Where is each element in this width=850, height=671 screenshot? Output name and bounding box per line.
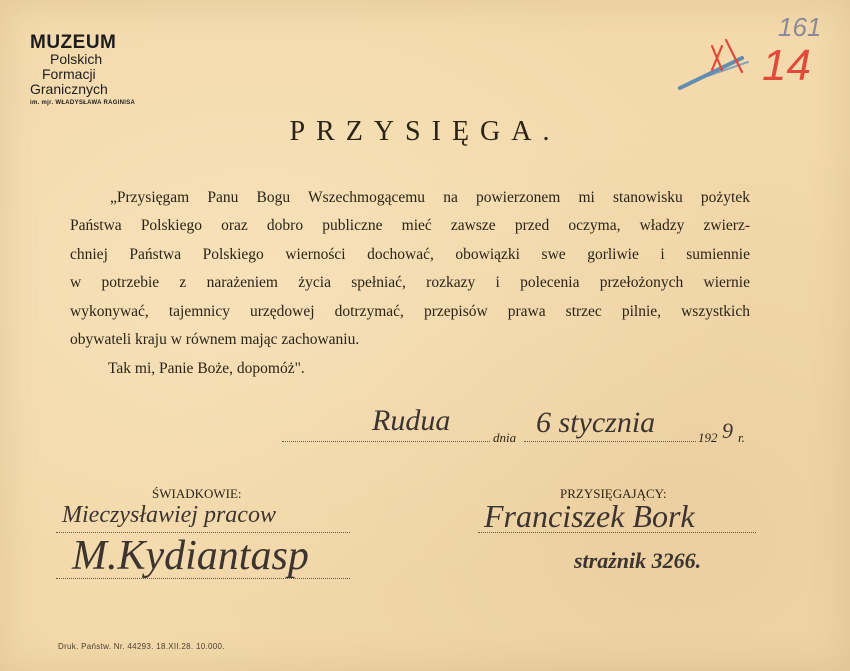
oath-line-2: Państwa Polskiego oraz dobro publiczne mieć zawsze przed oczyma, władzy zwierz- bbox=[70, 217, 750, 235]
witness-signature-1: Mieczysławiej pracow bbox=[62, 502, 276, 528]
handwritten-place: Rudua bbox=[372, 404, 451, 437]
oath-taker-rank: strażnik 3266. bbox=[574, 548, 702, 573]
year-prefix: 192 bbox=[698, 430, 718, 445]
oath-line-4: w potrzebie z narażeniem życia spełniać, rozkazy i polecenia przełożonych wiernie bbox=[70, 274, 750, 292]
pencil-marks bbox=[0, 0, 850, 120]
handwritten-date: 6 stycznia bbox=[536, 406, 656, 439]
logo-line-4: Granicznych bbox=[30, 81, 108, 97]
closing-line: Tak mi, Panie Boże, dopomóż". bbox=[108, 360, 305, 377]
place-dotted-line bbox=[282, 441, 490, 442]
logo-line-2: Polskich bbox=[50, 51, 103, 67]
oath-taker-label: PRZYSIĘGAJĄCY: bbox=[560, 486, 667, 501]
oath-taker-signature: Franciszek Bork bbox=[484, 498, 695, 534]
year-suffix: r. bbox=[738, 430, 745, 445]
dnia-label: dnia bbox=[493, 430, 517, 445]
oath-line-3: chniej Państwa Polskiego wierności dochować, obowiązki swe gorliwie i sumiennie bbox=[70, 245, 750, 263]
red-number: 14 bbox=[762, 41, 811, 90]
oath-line-6: obywateli kraju w równem mając zachowaniu. bbox=[70, 331, 360, 349]
oath-line-1: „Przysięgam Panu Bogu Wszechmogącemu na powierzonem mi stanowisku pożytek bbox=[110, 189, 750, 206]
witnesses-label: ŚWIADKOWIE: bbox=[152, 486, 242, 501]
page-title: PRZYSIĘGA. bbox=[289, 116, 561, 147]
oath-line-5: wykonywać, tajemnicy urzędowej dotrzymać, przepisów prawa strzec pilnie, wszystkich bbox=[70, 302, 750, 320]
date-dotted-line bbox=[524, 441, 696, 442]
logo-title: MUZEUM bbox=[30, 32, 117, 53]
handwritten-year: 9 bbox=[722, 418, 733, 443]
oath-text bbox=[70, 184, 750, 354]
print-footer: Druk. Państw. Nr. 44293. 18.XII.28. 10.000. bbox=[58, 642, 225, 651]
pencil-number-top: 161 bbox=[778, 12, 822, 42]
witness-signature-2: M.Kydiantasp bbox=[72, 533, 309, 579]
logo-patron: im. mjr. WŁADYSŁAWA RAGINISA bbox=[30, 100, 136, 106]
logo-line-3: Formacji bbox=[42, 66, 96, 82]
